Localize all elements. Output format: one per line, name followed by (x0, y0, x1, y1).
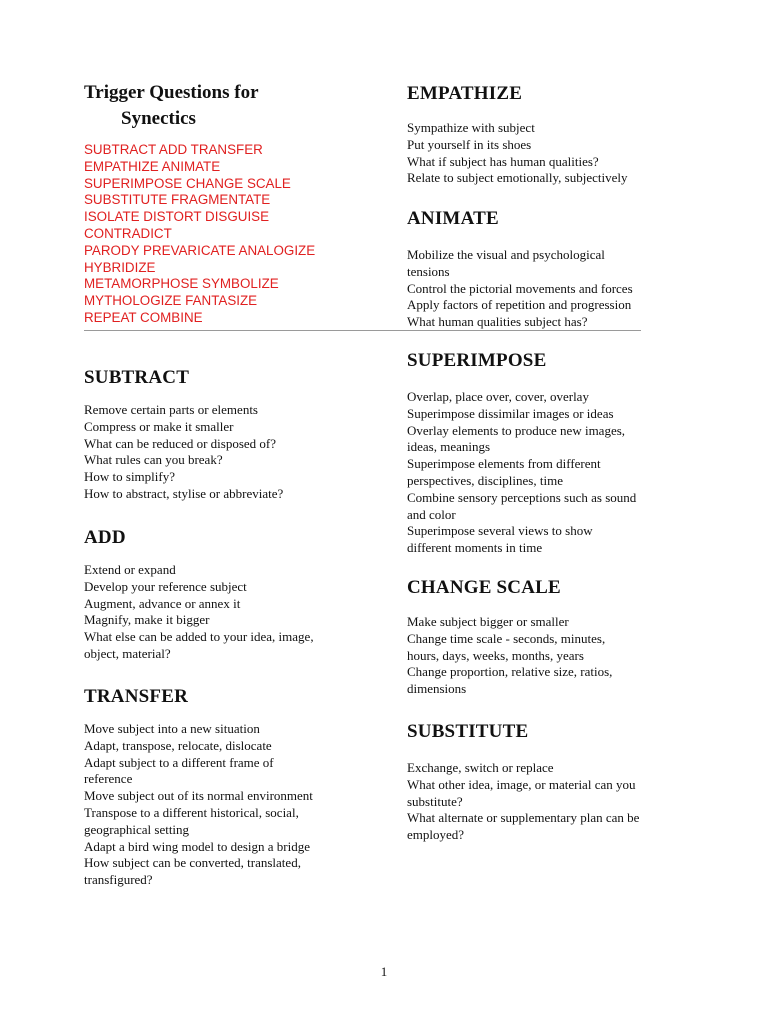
list-item: What else can be added to your idea, image, (84, 629, 314, 645)
list-item: Sympathize with subject (407, 120, 535, 135)
technique-list-line: METAMORPHOSE SYMBOLIZE (84, 276, 279, 292)
section-title-add: ADD (84, 527, 126, 548)
section-title-animate: ANIMATE (407, 208, 499, 229)
list-item: Relate to subject emotionally, subjectively (407, 170, 628, 186)
list-item: and color (407, 506, 456, 522)
section-subtract (84, 366, 384, 503)
page-number: 1 (380, 964, 388, 979)
list-item: Superimpose dissimilar images or ideas (407, 405, 614, 421)
list-item: perspectives, disciplines, time (407, 472, 563, 488)
list-item: object, material? (84, 645, 171, 661)
list-item: Mobilize the visual and psychological (407, 247, 605, 262)
list-item: Transpose to a different historical, social, (84, 804, 299, 820)
technique-list-line: SUBSTITUTE FRAGMENTATE (84, 192, 271, 208)
list-item: geographical setting (84, 821, 190, 837)
technique-list (84, 142, 384, 327)
section-substitute (407, 720, 707, 844)
list-item: Compress or make it smaller (84, 418, 234, 434)
section-title-superimpose: SUPERIMPOSE (407, 350, 547, 371)
change-scale-items (407, 614, 707, 698)
section-transfer (84, 685, 384, 889)
document-title (84, 80, 384, 132)
section-title-change-scale: CHANGE SCALE (407, 577, 561, 598)
section-title-empathize: EMPATHIZE (407, 83, 523, 104)
list-item: What human qualities subject has? (407, 314, 588, 330)
title-block (84, 80, 384, 327)
list-item: Extend or expand (84, 562, 176, 577)
list-item: What if subject has human qualities? (407, 153, 599, 169)
section-title-substitute: SUBSTITUTE (407, 721, 529, 742)
list-item: Adapt subject to a different frame of (84, 754, 274, 770)
list-item: Move subject out of its normal environment (84, 788, 313, 804)
list-item: Develop your reference subject (84, 578, 247, 594)
technique-list-line: CONTRADICT (84, 225, 172, 241)
list-item: Overlay elements to produce new images, (407, 422, 626, 438)
list-item: Control the pictorial movements and forces (407, 280, 633, 296)
substitute-items (407, 760, 707, 844)
list-item: What alternate or supplementary plan can be (407, 810, 640, 826)
list-item: ideas, meanings (407, 439, 491, 455)
section-change-scale (407, 576, 707, 698)
technique-list-line: ISOLATE DISTORT DISGUISE (84, 209, 270, 225)
list-item: How to abstract, stylise or abbreviate? (84, 485, 284, 501)
section-animate (407, 207, 707, 331)
section-title-transfer: TRANSFER (84, 686, 189, 707)
animate-items (407, 247, 707, 331)
list-item: Apply factors of repetition and progression (407, 297, 632, 313)
list-item: Superimpose several views to show (407, 523, 593, 539)
section-add (84, 526, 384, 663)
technique-list-line: EMPATHIZE ANIMATE (84, 158, 221, 174)
list-item: different moments in time (407, 540, 543, 556)
list-item: Overlap, place over, cover, overlay (407, 389, 589, 404)
list-item: Move subject into a new situation (84, 721, 260, 736)
list-item: substitute? (407, 793, 463, 809)
list-item: Combine sensory perceptions such as sound (407, 489, 637, 505)
list-item: What rules can you break? (84, 452, 223, 468)
list-item: Augment, advance or annex it (84, 595, 241, 611)
list-item: Superimpose elements from different (407, 456, 601, 472)
list-item: tensions (407, 263, 450, 279)
list-item: Remove certain parts or elements (84, 402, 258, 417)
document-title-line2: Synectics (121, 108, 196, 129)
transfer-items (84, 721, 384, 889)
document-title-line1: Trigger Questions for (84, 82, 259, 103)
list-item: What other idea, image, or material can you (407, 776, 636, 792)
list-item: What can be reduced or disposed of? (84, 435, 277, 451)
technique-list-line: PARODY PREVARICATE ANALOGIZE (84, 242, 316, 258)
technique-list-line: HYBRIDIZE (84, 259, 156, 275)
list-item: How to simplify? (84, 469, 175, 485)
list-item: Change proportion, relative size, ratios, (407, 664, 613, 680)
list-item: Adapt, transpose, relocate, dislocate (84, 737, 272, 753)
superimpose-items (407, 389, 707, 557)
technique-list-line: REPEAT COMBINE (84, 309, 203, 325)
list-item: reference (84, 771, 133, 787)
section-superimpose (407, 349, 707, 557)
section-title-subtract: SUBTRACT (84, 367, 190, 388)
list-item: Exchange, switch or replace (407, 760, 554, 775)
list-item: Change time scale - seconds, minutes, (407, 630, 606, 646)
list-item: employed? (407, 827, 465, 843)
list-item: Adapt a bird wing model to design a bridge (84, 838, 311, 854)
technique-list-line: SUPERIMPOSE CHANGE SCALE (84, 175, 291, 191)
list-item: How subject can be converted, translated, (84, 855, 301, 871)
list-item: Make subject bigger or smaller (407, 614, 569, 629)
list-item: dimensions (407, 681, 467, 697)
section-empathize (407, 82, 707, 187)
list-item: Magnify, make it bigger (84, 612, 210, 628)
technique-list-line: SUBTRACT ADD TRANSFER (84, 142, 263, 157)
add-items (84, 562, 384, 663)
empathize-items (407, 120, 707, 187)
subtract-items (84, 402, 384, 503)
list-item: hours, days, weeks, months, years (407, 647, 584, 663)
list-item: transfigured? (84, 872, 153, 888)
technique-list-line: MYTHOLOGIZE FANTASIZE (84, 293, 258, 309)
list-item: Put yourself in its shoes (407, 136, 532, 152)
